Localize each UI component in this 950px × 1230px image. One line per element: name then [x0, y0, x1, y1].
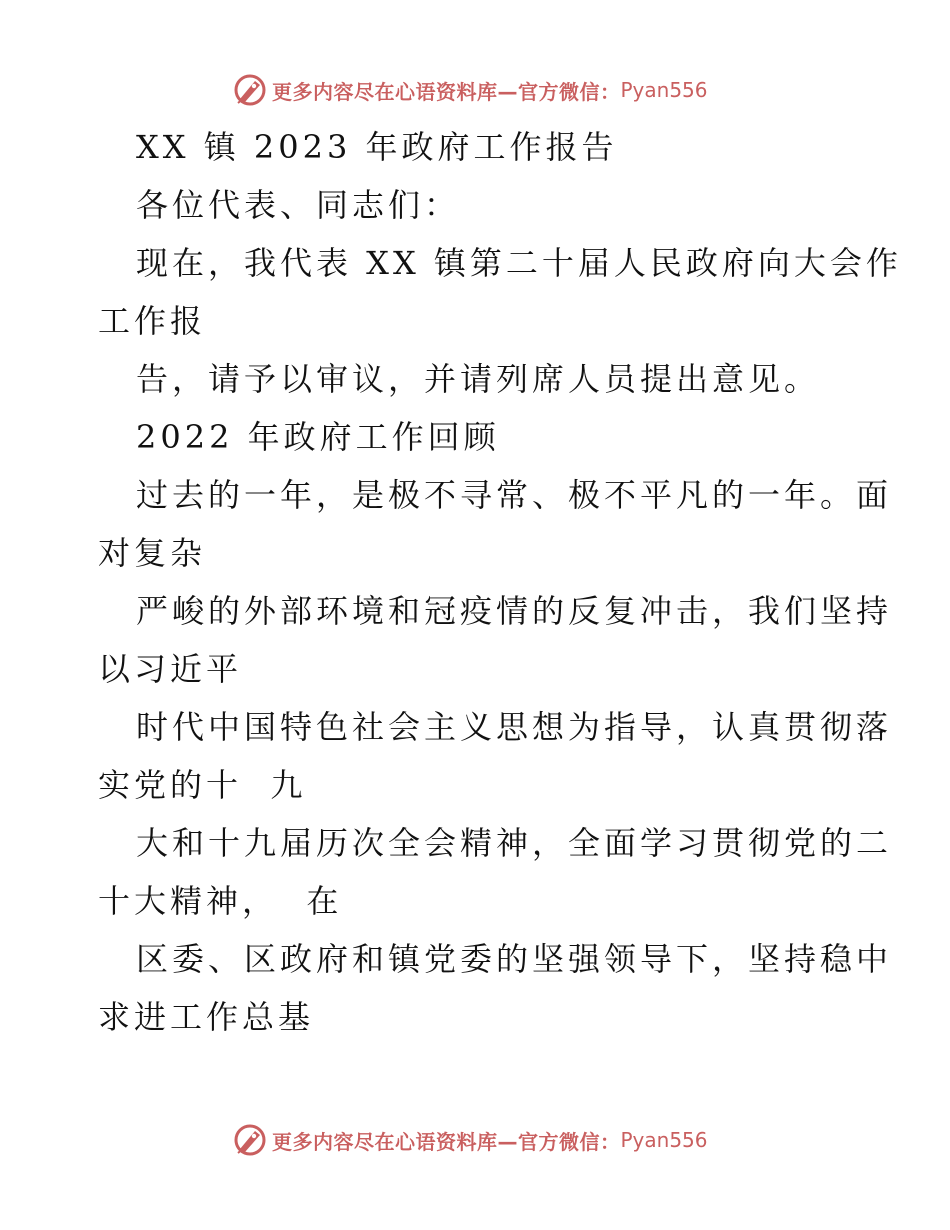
text-line: 工作报 — [98, 302, 207, 340]
watermark-text: 更多内容尽在心语资料库—官方微信： — [272, 1129, 621, 1154]
watermark-wechat-id: Pyan556 — [620, 78, 708, 102]
text-line: 求进工作总基 — [98, 998, 315, 1036]
text-line: 实党的十 九 — [98, 766, 307, 804]
footer-watermark — [232, 1120, 708, 1160]
pen-nib-logo-icon — [232, 1122, 268, 1158]
watermark-wechat-id: Pyan556 — [620, 1128, 708, 1152]
text-line: 区委、区政府和镇党委的坚强领导下，坚持稳中 — [136, 940, 893, 978]
header-watermark — [232, 70, 708, 110]
text-line: 过去的一年，是极不寻常、极不平凡的一年。面 — [136, 476, 893, 514]
document-title: XX 镇 2023 年政府工作报告 — [136, 128, 618, 166]
text-line: 十大精神， 在 — [98, 882, 343, 920]
text-line: 以习近平 — [98, 650, 243, 688]
text-line: 现在，我代表 XX 镇第二十届人民政府向大会作 — [136, 244, 902, 282]
salutation-line: 各位代表、同志们： — [136, 186, 461, 224]
text-line: 对复杂 — [98, 534, 207, 572]
text-line: 大和十九届历次全会精神，全面学习贯彻党的二 — [136, 824, 893, 862]
pen-nib-logo-icon — [232, 72, 268, 108]
text-line: 时代中国特色社会主义思想为指导，认真贯彻落 — [136, 708, 893, 746]
section-heading: 2022 年政府工作回顾 — [136, 418, 500, 456]
watermark-text: 更多内容尽在心语资料库—官方微信： — [272, 79, 621, 104]
text-line: 告，请予以审议，并请列席人员提出意见。 — [136, 360, 821, 398]
text-line: 严峻的外部环境和冠疫情的反复冲击，我们坚持 — [136, 592, 893, 630]
